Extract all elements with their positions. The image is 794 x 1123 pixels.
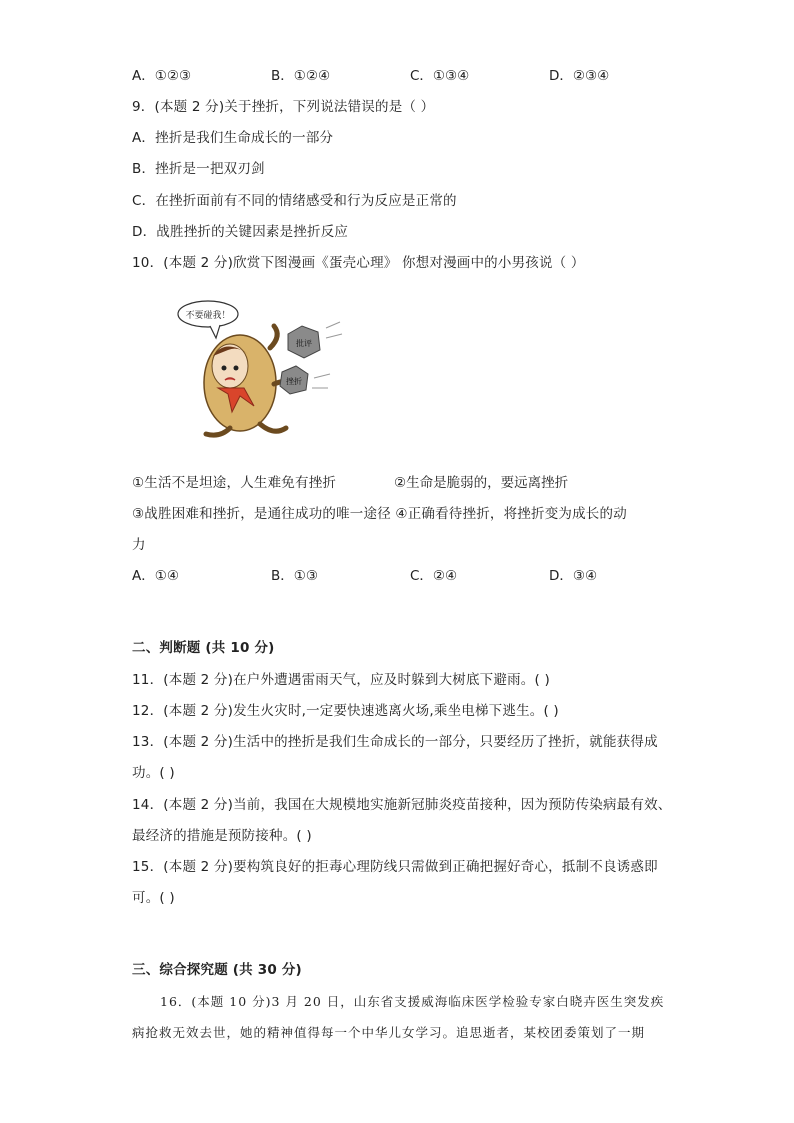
q8-option-d: D．②③④	[549, 68, 610, 84]
q8-option-c: C．①③④	[410, 68, 470, 84]
q16-line1: 16．(本题 10 分)3 月 20 日，山东省支援威海临床医学检验专家白晓卉医生突发疾	[160, 994, 665, 1009]
q14-line2: 最经济的措施是预防接种。( )	[132, 828, 312, 844]
q10-option-d: D．③④	[549, 568, 598, 584]
q10-option-b: B．①③	[271, 568, 318, 584]
q16-line2: 病抢救无效去世，她的精神值得每一个中华儿女学习。追思逝者，某校团委策划了一期	[132, 1025, 646, 1040]
q10-items-continuation: 力	[132, 537, 146, 553]
q9-option-b: B．挫折是一把双刃剑	[132, 161, 265, 177]
eggshell-cartoon	[170, 288, 360, 438]
rock-setback-label: 挫折	[286, 377, 302, 386]
section-3-title: 三、综合探究题 (共 30 分)	[132, 962, 302, 978]
q10-option-c: C．②④	[410, 568, 458, 584]
q8-option-b: B．①②④	[271, 68, 331, 84]
q8-option-a: A．①②③	[132, 68, 192, 84]
q15-line1: 15．(本题 2 分)要构筑良好的拒毒心理防线只需做到正确把握好奇心，抵制不良诱惑即	[132, 859, 658, 875]
q9-option-c: C．在挫折面前有不同的情绪感受和行为反应是正常的	[132, 193, 457, 209]
q9-stem: 9．(本题 2 分)关于挫折，下列说法错误的是（ ）	[132, 99, 435, 115]
q11: 11．(本题 2 分)在户外遭遇雷雨天气，应及时躲到大树底下避雨。( )	[132, 672, 550, 688]
rock-criticism-label: 批评	[296, 339, 312, 348]
q10-option-a: A．①④	[132, 568, 179, 584]
section-2-title: 二、判断题 (共 10 分)	[132, 640, 275, 656]
q10-items-3-4: ③战胜困难和挫折，是通往成功的唯一途径 ④正确看待挫折，将挫折变为成长的动	[132, 506, 627, 522]
q13-line1: 13．(本题 2 分)生活中的挫折是我们生命成长的一部分，只要经历了挫折，就能获得成	[132, 734, 658, 750]
q10-stem: 10．(本题 2 分)欣赏下图漫画《蛋壳心理》 你想对漫画中的小男孩说（ ）	[132, 255, 585, 271]
q9-option-d: D．战胜挫折的关键因素是挫折反应	[132, 224, 349, 240]
speech-text: 不要碰我！	[185, 311, 231, 321]
q10-item-1: ①生活不是坦途，人生难免有挫折	[132, 475, 337, 491]
q13-line2: 功。( )	[132, 765, 175, 781]
q14-line1: 14．(本题 2 分)当前，我国在大规模地实施新冠肺炎疫苗接种，因为预防传染病最有效、	[132, 797, 672, 813]
q15-line2: 可。( )	[132, 890, 175, 906]
q12: 12．(本题 2 分)发生火灾时,一定要快速逃离火场,乘坐电梯下逃生。( )	[132, 703, 559, 719]
q9-option-a: A．挫折是我们生命成长的一部分	[132, 130, 334, 146]
q10-item-2: ②生命是脆弱的，要远离挫折	[394, 475, 569, 491]
